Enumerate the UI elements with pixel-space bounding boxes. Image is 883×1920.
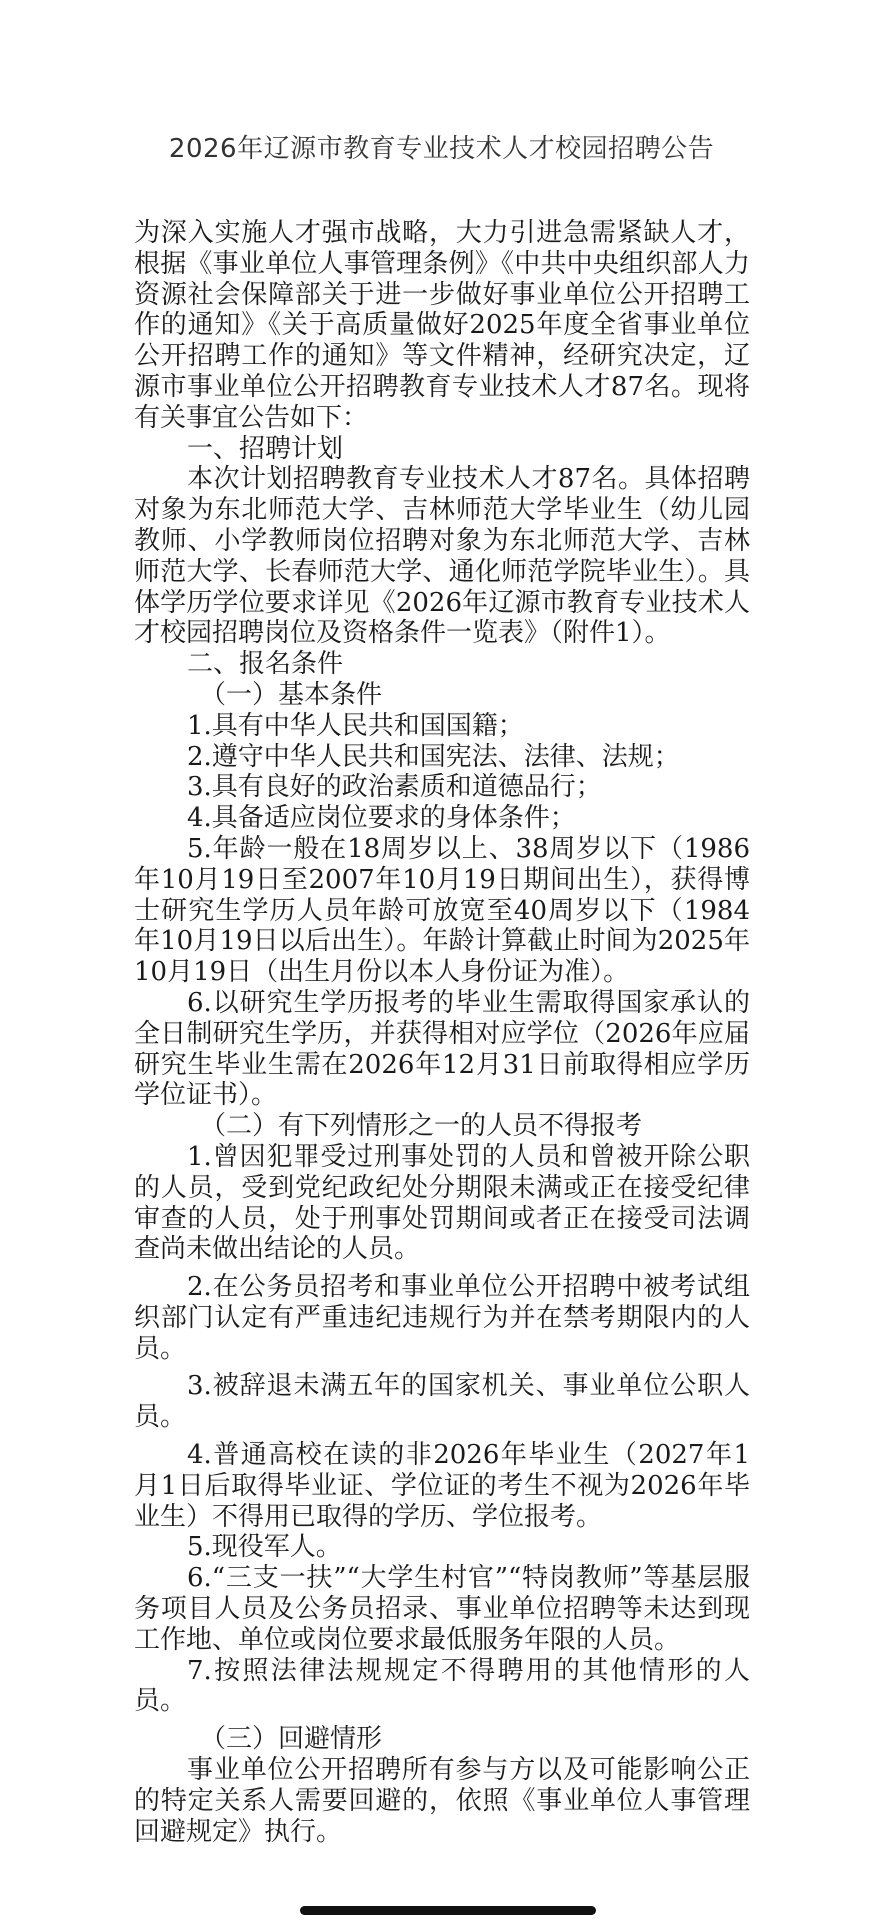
article-body [134, 218, 750, 1847]
subsection-heading-excluded: （二）有下列情形之一的人员不得报考 [200, 1111, 643, 1142]
subsection-heading-basic: （一）基本条件 [200, 679, 383, 710]
basic-condition-item: 2.遵守中华人民共和国宪法、法律、法规； [187, 741, 680, 772]
section-heading-recruitment-plan: 一、招聘计划 [187, 433, 344, 464]
subsection-heading-avoidance: （三）回避情形 [200, 1724, 383, 1755]
excluded-item: 5.现役军人。 [187, 1532, 342, 1563]
excluded-item: 2.在公务员招考和事业单位公开招聘中被考试组织部门认定有严重违纪违规行为并在禁考期限内的人员。 [134, 1272, 750, 1364]
page-title: 2026年辽源市教育专业技术人才校园招聘公告 [168, 134, 715, 164]
excluded-item: 4.普通高校在读的非2026年毕业生（2027年1月1日后取得毕业证、学位证的考生不视为2026年毕业生）不得用已取得的学历、学位报考。 [134, 1440, 750, 1532]
recruitment-plan-paragraph: 本次计划招聘教育专业技术人才87名。具体招聘对象为东北师范大学、吉林师范大学毕业生（幼儿园教师、小学教师岗位招聘对象为东北师范大学、吉林师范大学、长春师范大学、通化师范学院毕业生）。具体学历学位要求详见《2026年辽源市教育专业技术人才校园招聘岗位及资格条件一览表》（附件1）。 [134, 464, 750, 649]
basic-condition-item: 3.具有良好的政治素质和道德品行； [187, 772, 602, 803]
excluded-item: 3.被辞退未满五年的国家机关、事业单位公职人员。 [134, 1371, 750, 1433]
basic-condition-item: 1.具有中华人民共和国国籍； [187, 710, 524, 741]
intro-paragraph: 为深入实施人才强市战略，大力引进急需紧缺人才，根据《事业单位人事管理条例》《中共中央组织部人力资源社会保障部关于进一步做好事业单位公开招聘工作的通知》《关于高质量做好2025年度全省事业单位公开招聘工作的通知》等文件精神，经研究决定，辽源市事业单位公开招聘教育专业技术人才87名。现将有关事宜公告如下： [134, 218, 750, 433]
excluded-item: 7.按照法律法规规定不得聘用的其他情形的人员。 [134, 1655, 750, 1717]
excluded-item: 6.“三支一扶”“大学生村官”“特岗教师”等基层服务项目人员及公务员招录、事业单位招聘等未达到现工作地、单位或岗位要求最低服务年限的人员。 [134, 1563, 750, 1655]
excluded-item: 1.曾因犯罪受过刑事处罚的人员和曾被开除公职的人员，受到党纪政纪处分期限未满或正在接受纪律审查的人员，处于刑事处罚期间或者正在接受司法调查尚未做出结论的人员。 [134, 1141, 750, 1265]
avoidance-paragraph: 事业单位公开招聘所有参与方以及可能影响公正的特定关系人需要回避的，依照《事业单位人事管理回避规定》执行。 [134, 1755, 750, 1847]
basic-condition-item: 6.以研究生学历报考的毕业生需取得国家承认的全日制研究生学历，并获得相对应学位（2026年应届研究生毕业生需在2026年12月31日前取得相应学历学位证书）。 [134, 987, 750, 1111]
basic-condition-item: 5.年龄一般在18周岁以上、38周岁以下（1986年10月19日至2007年10月19日期间出生），获得博士研究生学历人员年龄可放宽至40周岁以下（1984年10月19日以后出生）。年龄计算截止时间为2025年10月19日（出生月份以本人身份证为准）。 [134, 833, 750, 988]
section-heading-eligibility: 二、报名条件 [187, 649, 344, 680]
home-indicator[interactable] [300, 1906, 596, 1915]
basic-condition-item: 4.具备适应岗位要求的身体条件； [187, 803, 576, 834]
